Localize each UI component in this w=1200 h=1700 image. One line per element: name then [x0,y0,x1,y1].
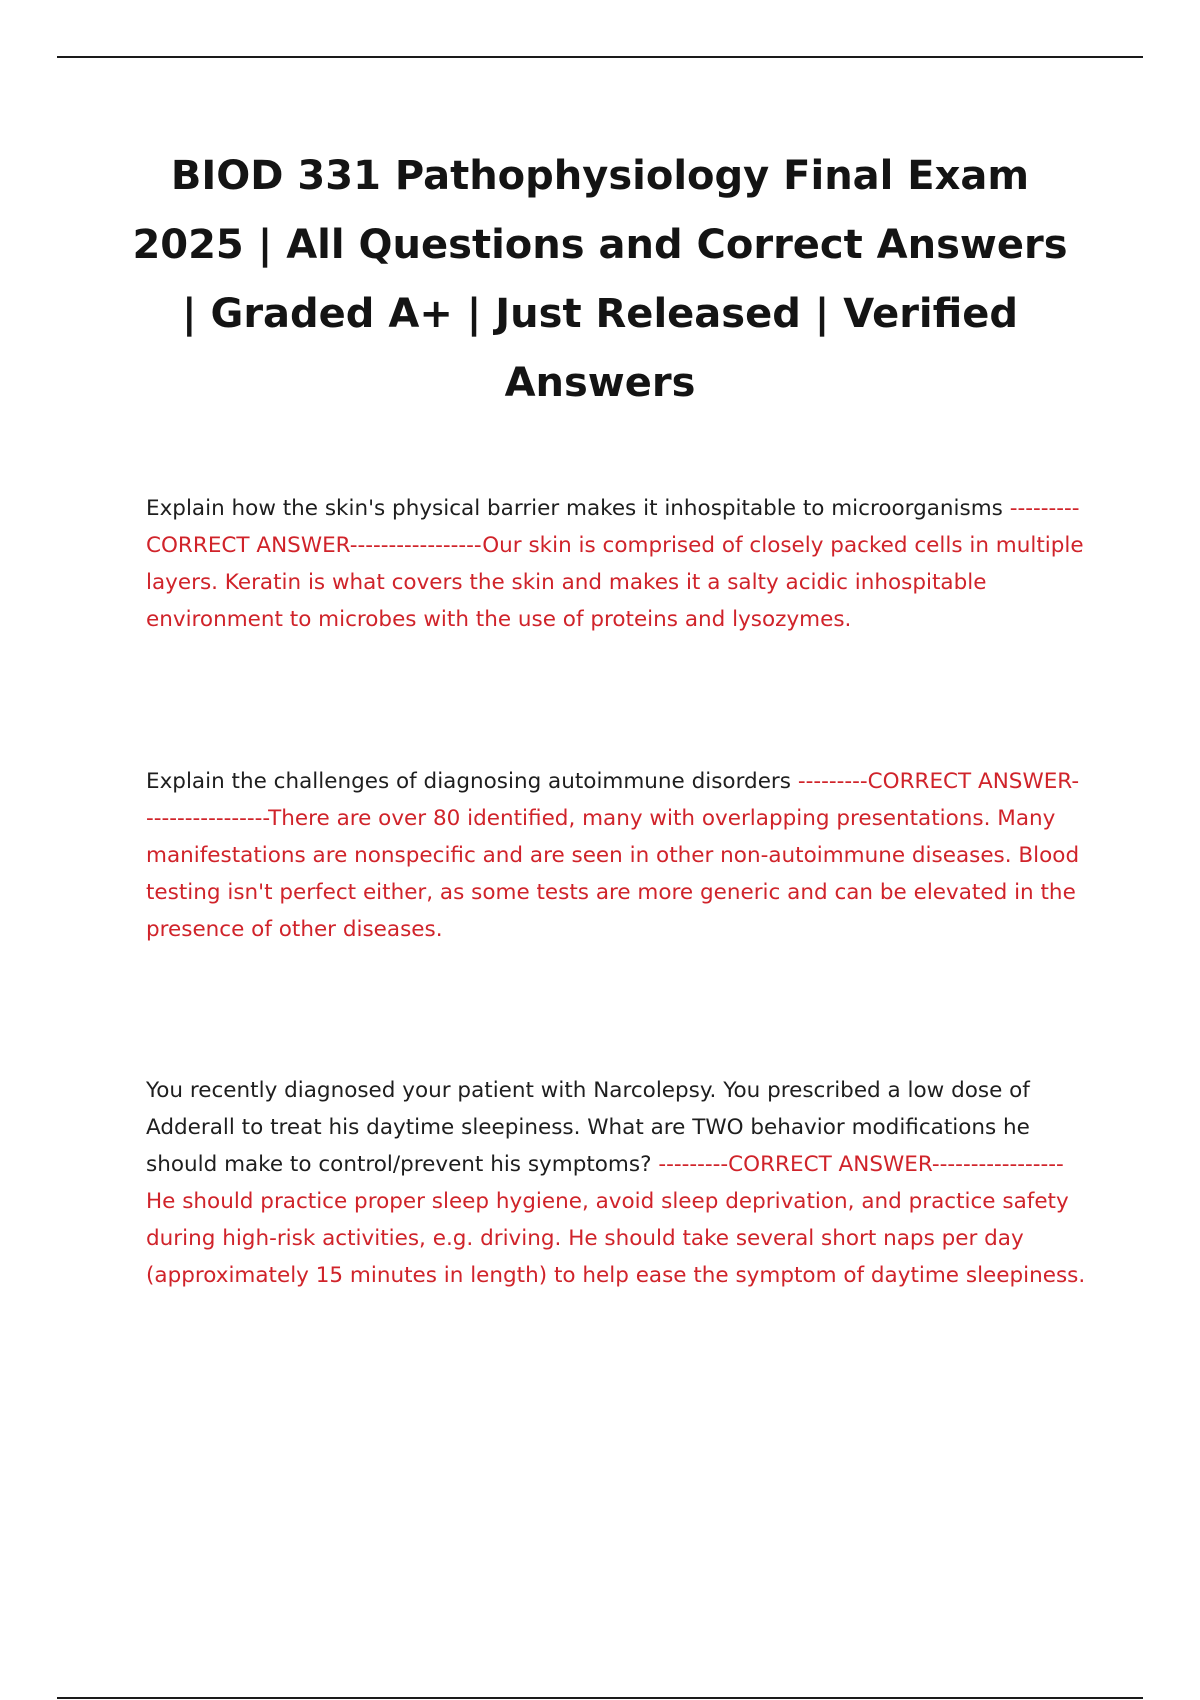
answer-marker: CORRECT ANSWER [146,533,350,558]
answer-text: Our skin is comprised of closely packed cells in multiple layers. Keratin is what covers the skin and makes it a salty acidic inhospitable environment to microbes with the use of proteins and lysozymes. [146,533,1084,632]
qa-item-1 [146,490,1086,638]
answer-text: There are over 80 identified, many with overlapping presentations. Many manifestations are nonspecific and are seen in other non-autoimmune diseases. Blood testing isn't perfect either, as some tests are more generic and can be elevated in the presence of other diseases. [146,806,1080,942]
separator-post: ----------------- [349,533,483,558]
answer-marker: CORRECT ANSWER [728,1152,932,1177]
question-text: Explain the challenges of diagnosing autoimmune disorders [146,769,791,794]
question-text: You recently diagnosed your patient with Narcolepsy. You prescribed a low dose of Adderall to treat his daytime sleepiness. What are TWO behavior modifications he should make to control/prevent his symptoms? [146,1078,1030,1177]
separator-post: ----------------- [146,769,1080,831]
document-title: BIOD 331 Pathophysiology Final Exam 2025 | All Questions and Correct Answers | Graded A+ | Just Released | Verified Answers [132,153,1068,406]
separator-post: ----------------- [931,1152,1064,1177]
separator-pre: --------- [658,1152,729,1177]
separator-pre: --------- [797,769,868,794]
separator-pre: --------- [1009,496,1080,521]
qa-item-3 [146,1072,1086,1294]
answer-marker: CORRECT ANSWER [867,769,1072,794]
bottom-rule [57,1697,1143,1699]
top-rule [57,56,1143,58]
qa-item-2 [146,763,1086,948]
question-text: Explain how the skin's physical barrier makes it inhospitable to microorganisms [146,496,1003,521]
answer-text: He should practice proper sleep hygiene, avoid sleep deprivation, and practice safety during high-risk activities, e.g. driving. He should take several short naps per day (approximately 15 minutes in length) to help ease the symptom of daytime sleepiness. [146,1189,1086,1288]
